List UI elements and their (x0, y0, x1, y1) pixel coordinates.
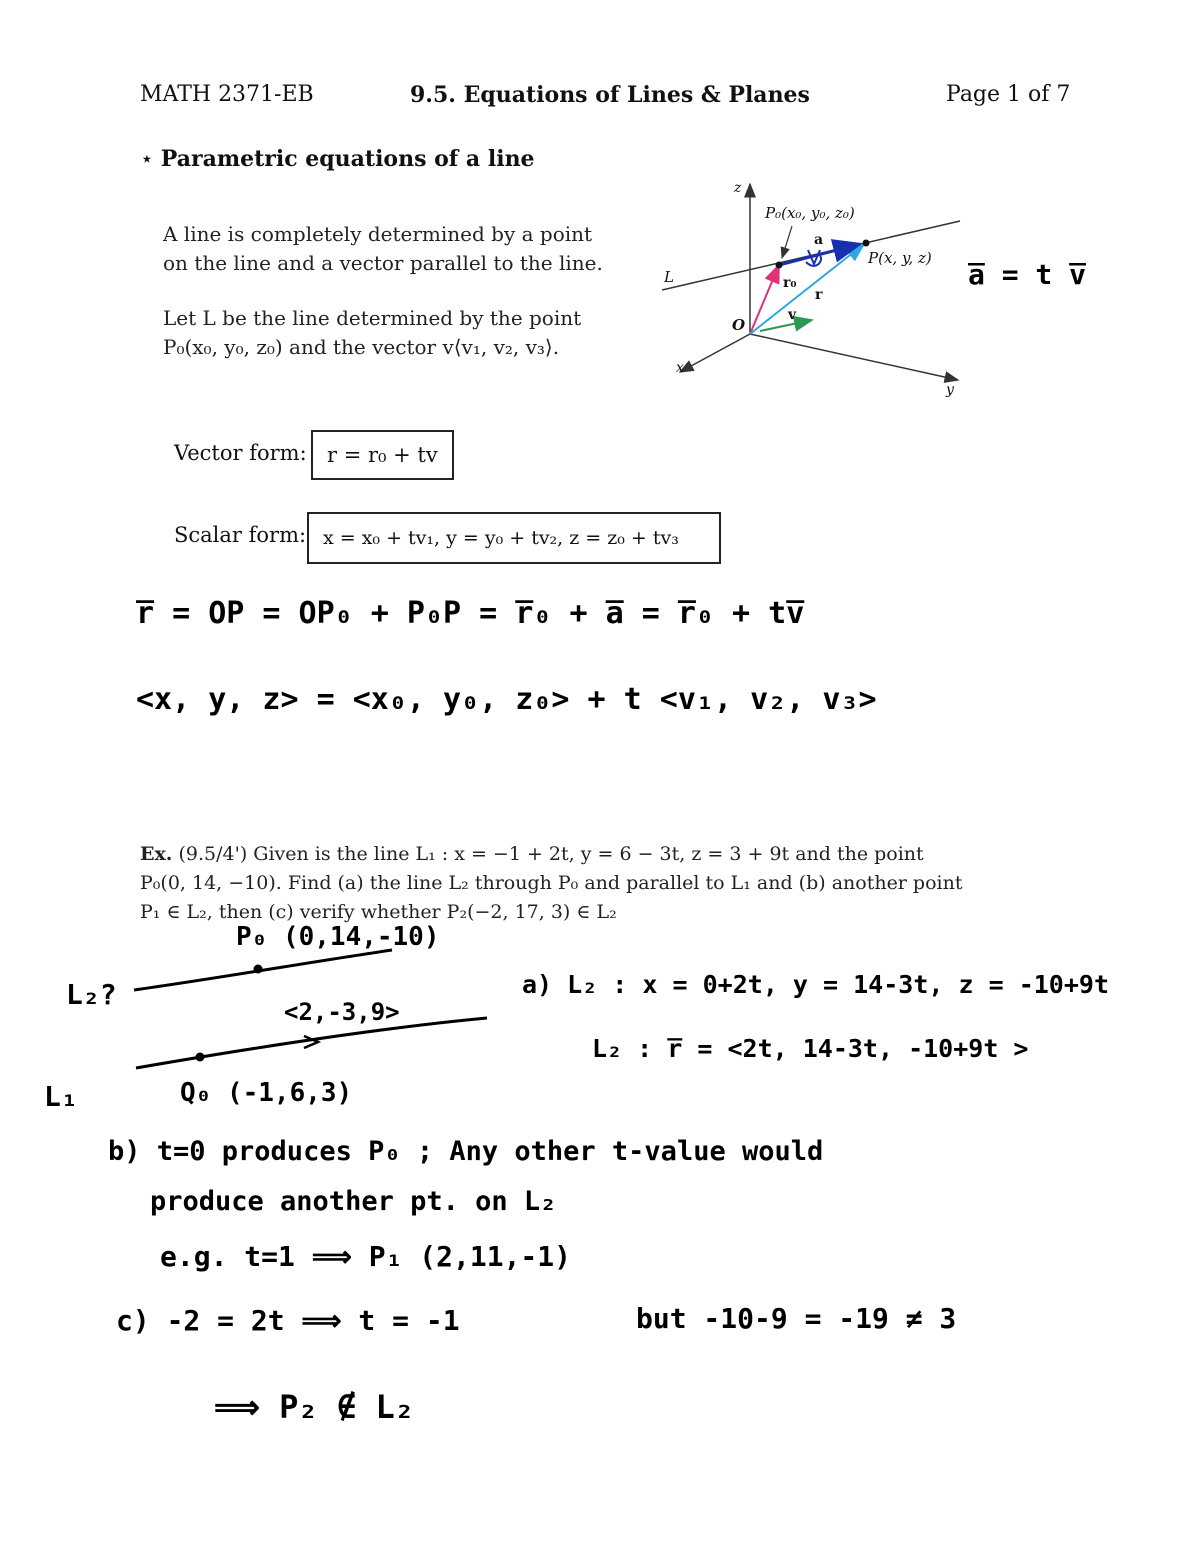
r0-label: r₀ (783, 275, 797, 291)
sketch-l2-label: L₂? (66, 978, 117, 1011)
section-title: Parametric equations of a line (160, 146, 535, 172)
solution-c-line-1: c) -2 = 2t ⟹ t = -1 (116, 1304, 460, 1337)
solution-c-line-2: but -10-9 = -19 ≠ 3 (636, 1302, 957, 1335)
page-title: 9.5. Equations of Lines & Planes (410, 82, 810, 108)
handwritten-vector-derivation: r̅ = OP = OP₀ + P₀P = r̅₀ + a̅ = r̅₀ + tv̅ (136, 596, 805, 631)
solution-b-line-1: b) t=0 produces P₀ ; Any other t-value would (108, 1136, 824, 1167)
sketch-line-L2 (134, 950, 392, 990)
vector-form-equation: r = r₀ + tv (327, 443, 438, 467)
scalar-form-equation: x = x₀ + tv₁, y = y₀ + tv₂, z = z₀ + tv₃ (323, 527, 679, 549)
example-line-2: P₀(0, 14, −10). Find (a) the line L₂ through P₀ and parallel to L₁ and (b) another point (140, 872, 963, 894)
handwritten-a-equals-tv: a̅ = t v̅ (968, 258, 1087, 291)
intro-line-1: A line is completely determined by a point (163, 222, 593, 246)
z-axis-label: z (734, 180, 742, 196)
solution-a-parametric: a) L₂ : x = 0+2t, y = 14-3t, z = -10+9t (522, 970, 1109, 999)
p-label: P(x, y, z) (868, 249, 932, 267)
intro-line-2: on the line and a vector parallel to the line. (163, 251, 603, 275)
page-number: Page 1 of 7 (946, 82, 1071, 107)
course-code: MATH 2371-EB (140, 82, 314, 107)
sketch-point-p0 (254, 965, 263, 974)
solution-b-line-2: produce another pt. on L₂ (150, 1186, 557, 1217)
example-label: Ex. (140, 843, 173, 865)
vector-form-label: Vector form: (174, 441, 307, 465)
intro-line-4: P₀(x₀, y₀, z₀) and the vector v⟨v₁, v₂, v₃⟩. (163, 335, 560, 359)
v-label: v (788, 307, 797, 323)
sketch-l1-label: L₁ (44, 1080, 78, 1113)
example-line-1: (9.5/4') Given is the line L₁ : x = −1 + 2t, y = 6 − 3t, z = 3 + 9t and the point (178, 843, 924, 865)
origin-label: O (732, 316, 746, 334)
sketch-p0-label: P₀ (0,14,-10) (236, 922, 440, 952)
handwritten-component-form: <x, y, z> = <x₀, y₀, z₀> + t <v₁, v₂, v₃> (136, 682, 877, 717)
solution-c-conclusion: ⟹ P₂ ∉ L₂ (214, 1388, 414, 1426)
sketch-point-q0 (196, 1053, 205, 1062)
line-L-label: L (664, 268, 674, 286)
r-label: r (815, 287, 823, 303)
solution-a-vector: L₂ : r̅ = <2t, 14-3t, -10+9t > (592, 1034, 1029, 1063)
scalar-form-label: Scalar form: (174, 523, 307, 547)
intro-line-3: Let L be the line determined by the point (163, 306, 582, 330)
a-label: a (814, 232, 824, 248)
star-icon: ⋆ (140, 147, 154, 172)
x-axis-label: x (676, 360, 684, 376)
example-line-3: P₁ ∈ L₂, then (c) verify whether P₂(−2, 17, 3) ∈ L₂ (140, 901, 617, 923)
p0-label: P₀(x₀, y₀, z₀) (765, 204, 855, 222)
y-axis-label: y (946, 382, 954, 398)
sketch-direction-vector: <2,-3,9> (284, 998, 400, 1026)
sketch-q0-label: Q₀ (-1,6,3) (180, 1078, 353, 1108)
solution-b-example: e.g. t=1 ⟹ P₁ (2,11,-1) (160, 1240, 572, 1273)
